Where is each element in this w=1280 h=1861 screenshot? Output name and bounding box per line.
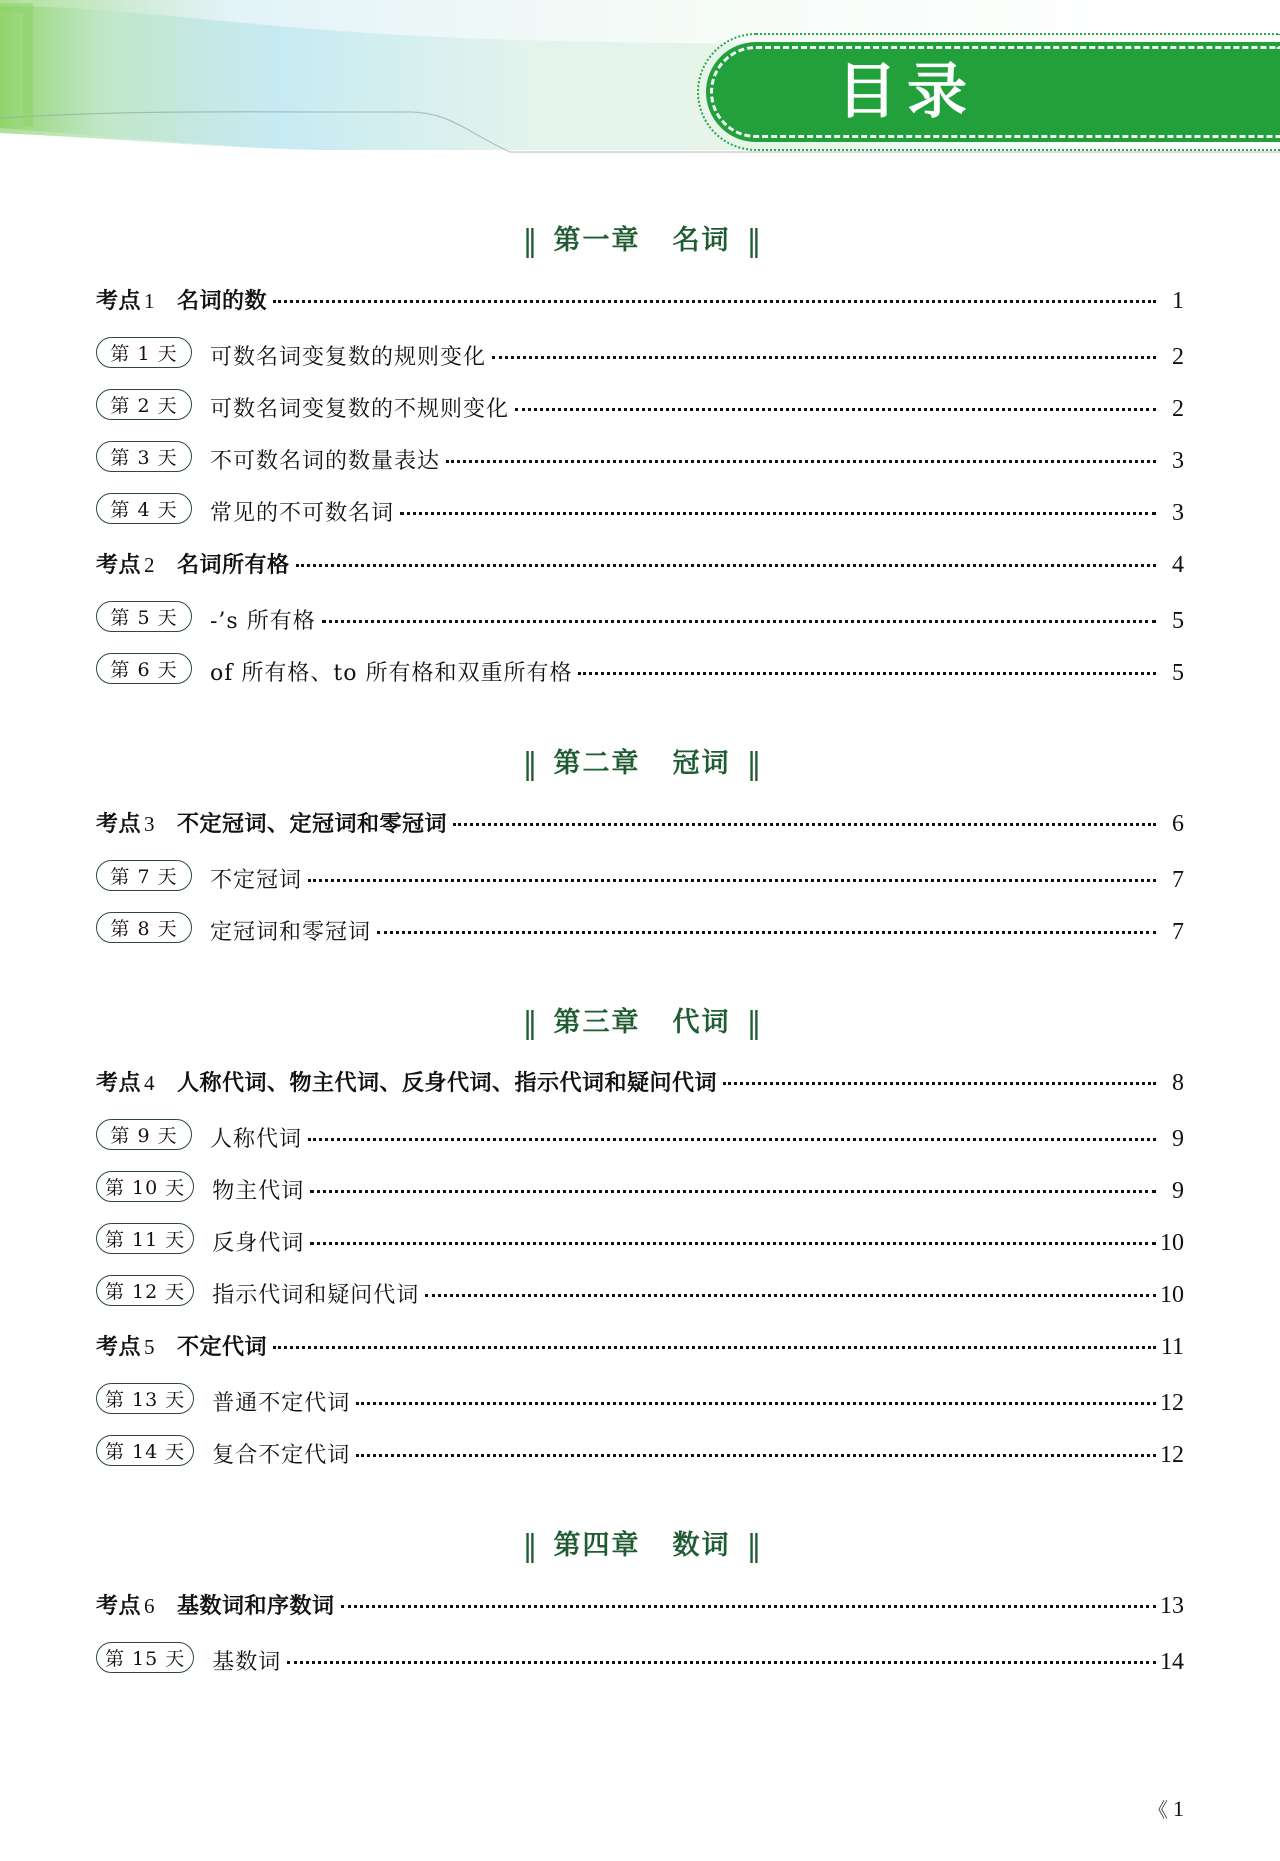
dotted-leader bbox=[341, 1605, 1156, 1608]
day-badge[interactable]: 第 14 天 bbox=[96, 1435, 194, 1466]
dotted-leader bbox=[723, 1082, 1156, 1085]
chapter-label: 第二章 bbox=[553, 748, 641, 779]
keypoint-label: 考点 5 bbox=[96, 1335, 156, 1360]
day-entry-row[interactable] bbox=[0, 496, 1280, 548]
entry-page-number: 4 bbox=[1172, 552, 1184, 578]
day-entry-row[interactable] bbox=[0, 1386, 1280, 1438]
footer-page-number: 1 bbox=[1173, 1795, 1184, 1821]
page-header bbox=[0, 0, 1280, 185]
dotted-leader bbox=[287, 1661, 1156, 1664]
chapter-name: 数词 bbox=[672, 1530, 731, 1561]
entry-page-number: 12 bbox=[1160, 1390, 1184, 1416]
keypoint-title: 名词的数 bbox=[177, 289, 268, 314]
entry-title: 复合不定代词 bbox=[212, 1443, 351, 1468]
chapter-label: 第一章 bbox=[553, 225, 641, 256]
entry-page-number: 13 bbox=[1160, 1593, 1184, 1619]
keypoint-label: 考点 1 bbox=[96, 289, 156, 314]
day-entry-row[interactable] bbox=[0, 915, 1280, 967]
chapter-bar-icon: ‖ bbox=[746, 747, 758, 782]
keypoint-number: 4 bbox=[144, 1071, 156, 1095]
contents-title-banner bbox=[706, 42, 1280, 142]
dotted-leader bbox=[446, 460, 1156, 463]
day-entry-row[interactable] bbox=[0, 1226, 1280, 1278]
day-badge[interactable]: 第 9 天 bbox=[96, 1119, 192, 1150]
day-entry-row[interactable] bbox=[0, 1122, 1280, 1174]
dotted-leader bbox=[356, 1402, 1156, 1405]
dotted-leader bbox=[308, 879, 1156, 882]
keypoint-number: 6 bbox=[144, 1594, 156, 1618]
day-entry-row[interactable] bbox=[0, 604, 1280, 656]
entry-title: -’s 所有格 bbox=[210, 609, 316, 634]
keypoint-title: 不定代词 bbox=[177, 1335, 268, 1360]
keypoint-label: 考点 4 bbox=[96, 1071, 156, 1096]
keypoint-row[interactable] bbox=[0, 1330, 1280, 1386]
day-badge[interactable]: 第 3 天 bbox=[96, 441, 192, 472]
entry-title: 物主代词 bbox=[212, 1179, 305, 1204]
table-of-contents bbox=[0, 185, 1280, 1697]
entry-page-number: 12 bbox=[1160, 1442, 1184, 1468]
keypoint-row[interactable] bbox=[0, 807, 1280, 863]
entry-page-number: 6 bbox=[1172, 811, 1184, 837]
entry-page-number: 10 bbox=[1160, 1282, 1184, 1308]
entry-title: 指示代词和疑问代词 bbox=[212, 1283, 420, 1308]
entry-title: 定冠词和零冠词 bbox=[210, 920, 372, 945]
page-footer bbox=[1148, 1794, 1184, 1823]
entry-title: 基数词 bbox=[212, 1650, 282, 1675]
day-entry-row[interactable] bbox=[0, 656, 1280, 708]
chapter-name: 代词 bbox=[672, 1007, 731, 1038]
entry-page-number: 2 bbox=[1172, 344, 1184, 370]
entry-title: 反身代词 bbox=[212, 1231, 305, 1256]
day-badge[interactable]: 第 12 天 bbox=[96, 1275, 194, 1306]
dotted-leader bbox=[453, 823, 1156, 826]
dotted-leader bbox=[308, 1138, 1156, 1141]
day-entry-row[interactable] bbox=[0, 1645, 1280, 1697]
keypoint-row[interactable] bbox=[0, 1589, 1280, 1645]
footer-chevron-icon: 《 bbox=[1148, 1800, 1165, 1822]
entry-title: 普通不定代词 bbox=[212, 1391, 351, 1416]
keypoint-label: 考点 2 bbox=[96, 553, 156, 578]
entry-page-number: 9 bbox=[1172, 1126, 1184, 1152]
entry-page-number: 10 bbox=[1160, 1230, 1184, 1256]
day-badge[interactable]: 第 11 天 bbox=[96, 1223, 194, 1254]
dotted-leader bbox=[310, 1242, 1156, 1245]
chapter-bar-icon: ‖ bbox=[522, 224, 534, 259]
day-badge[interactable]: 第 7 天 bbox=[96, 860, 192, 891]
entry-page-number: 5 bbox=[1172, 608, 1184, 634]
entry-page-number: 2 bbox=[1172, 396, 1184, 422]
day-badge[interactable]: 第 1 天 bbox=[96, 337, 192, 368]
chapter-heading bbox=[0, 1007, 1280, 1040]
banner-stitch-border bbox=[710, 46, 1280, 138]
keypoint-label: 考点 6 bbox=[96, 1594, 156, 1619]
chapter-heading bbox=[0, 225, 1280, 258]
entry-title: 可数名词变复数的规则变化 bbox=[210, 345, 487, 370]
chapter-label: 第三章 bbox=[553, 1007, 641, 1038]
entry-page-number: 5 bbox=[1172, 660, 1184, 686]
entry-page-number: 3 bbox=[1172, 448, 1184, 474]
chapter-bar-icon: ‖ bbox=[522, 747, 534, 782]
keypoint-row[interactable] bbox=[0, 1066, 1280, 1122]
keypoint-number: 3 bbox=[144, 812, 156, 836]
entry-page-number: 3 bbox=[1172, 500, 1184, 526]
chapter-bar-icon: ‖ bbox=[522, 1006, 534, 1041]
chapter-heading bbox=[0, 1530, 1280, 1563]
dotted-leader bbox=[273, 1346, 1156, 1349]
keypoint-row[interactable] bbox=[0, 548, 1280, 604]
keypoint-title: 基数词和序数词 bbox=[177, 1594, 335, 1619]
dotted-leader bbox=[425, 1294, 1156, 1297]
dotted-leader bbox=[310, 1190, 1156, 1193]
day-badge[interactable]: 第 13 天 bbox=[96, 1383, 194, 1414]
day-badge[interactable]: 第 4 天 bbox=[96, 493, 192, 524]
chapter-label: 第四章 bbox=[553, 1530, 641, 1561]
keypoint-label: 考点 3 bbox=[96, 812, 156, 837]
dotted-leader bbox=[400, 512, 1156, 515]
dotted-leader bbox=[356, 1454, 1156, 1457]
entry-page-number: 14 bbox=[1160, 1649, 1184, 1675]
chapter-bar-icon: ‖ bbox=[746, 224, 758, 259]
chapter-bar-icon: ‖ bbox=[522, 1529, 534, 1564]
entry-page-number: 11 bbox=[1160, 1334, 1184, 1360]
keypoint-title: 名词所有格 bbox=[177, 553, 290, 578]
day-badge[interactable]: 第 5 天 bbox=[96, 601, 192, 632]
dotted-leader bbox=[296, 564, 1156, 567]
day-badge[interactable]: 第 15 天 bbox=[96, 1642, 194, 1673]
keypoint-row[interactable] bbox=[0, 284, 1280, 340]
keypoint-title: 不定冠词、定冠词和零冠词 bbox=[177, 812, 448, 837]
day-badge[interactable]: 第 8 天 bbox=[96, 912, 192, 943]
chapter-heading bbox=[0, 748, 1280, 781]
entry-title: 不可数名词的数量表达 bbox=[210, 449, 441, 474]
day-badge[interactable]: 第 6 天 bbox=[96, 653, 192, 684]
dotted-leader bbox=[492, 356, 1156, 359]
day-badge[interactable]: 第 10 天 bbox=[96, 1171, 194, 1202]
dotted-leader bbox=[273, 300, 1156, 303]
chapter-bar-icon: ‖ bbox=[746, 1006, 758, 1041]
keypoint-number: 1 bbox=[144, 289, 156, 313]
entry-page-number: 7 bbox=[1172, 919, 1184, 945]
dotted-leader bbox=[377, 931, 1156, 934]
entry-page-number: 8 bbox=[1172, 1070, 1184, 1096]
keypoint-number: 5 bbox=[144, 1335, 156, 1359]
chapter-name: 名词 bbox=[672, 225, 731, 256]
dotted-leader bbox=[578, 672, 1156, 675]
entry-page-number: 7 bbox=[1172, 867, 1184, 893]
day-entry-row[interactable] bbox=[0, 444, 1280, 496]
chapter-name: 冠词 bbox=[672, 748, 731, 779]
day-entry-row[interactable] bbox=[0, 1438, 1280, 1490]
day-entry-row[interactable] bbox=[0, 863, 1280, 915]
day-entry-row[interactable] bbox=[0, 392, 1280, 444]
chapter-bar-icon: ‖ bbox=[746, 1529, 758, 1564]
banner-outer-stitch bbox=[697, 33, 1280, 151]
entry-title: 常见的不可数名词 bbox=[210, 501, 395, 526]
keypoint-title: 人称代词、物主代词、反身代词、指示代词和疑问代词 bbox=[177, 1071, 718, 1096]
day-entry-row[interactable] bbox=[0, 1278, 1280, 1330]
page-title: 目录 bbox=[837, 57, 977, 127]
entry-title: of 所有格、to 所有格和双重所有格 bbox=[210, 661, 573, 686]
day-entry-row[interactable] bbox=[0, 1174, 1280, 1226]
dotted-leader bbox=[515, 408, 1156, 411]
entry-title: 可数名词变复数的不规则变化 bbox=[210, 397, 510, 422]
day-entry-row[interactable] bbox=[0, 340, 1280, 392]
entry-title: 不定冠词 bbox=[210, 868, 303, 893]
day-badge[interactable]: 第 2 天 bbox=[96, 389, 192, 420]
entry-page-number: 1 bbox=[1172, 288, 1184, 314]
keypoint-number: 2 bbox=[144, 553, 156, 577]
dotted-leader bbox=[322, 620, 1156, 623]
entry-page-number: 9 bbox=[1172, 1178, 1184, 1204]
entry-title: 人称代词 bbox=[210, 1127, 303, 1152]
